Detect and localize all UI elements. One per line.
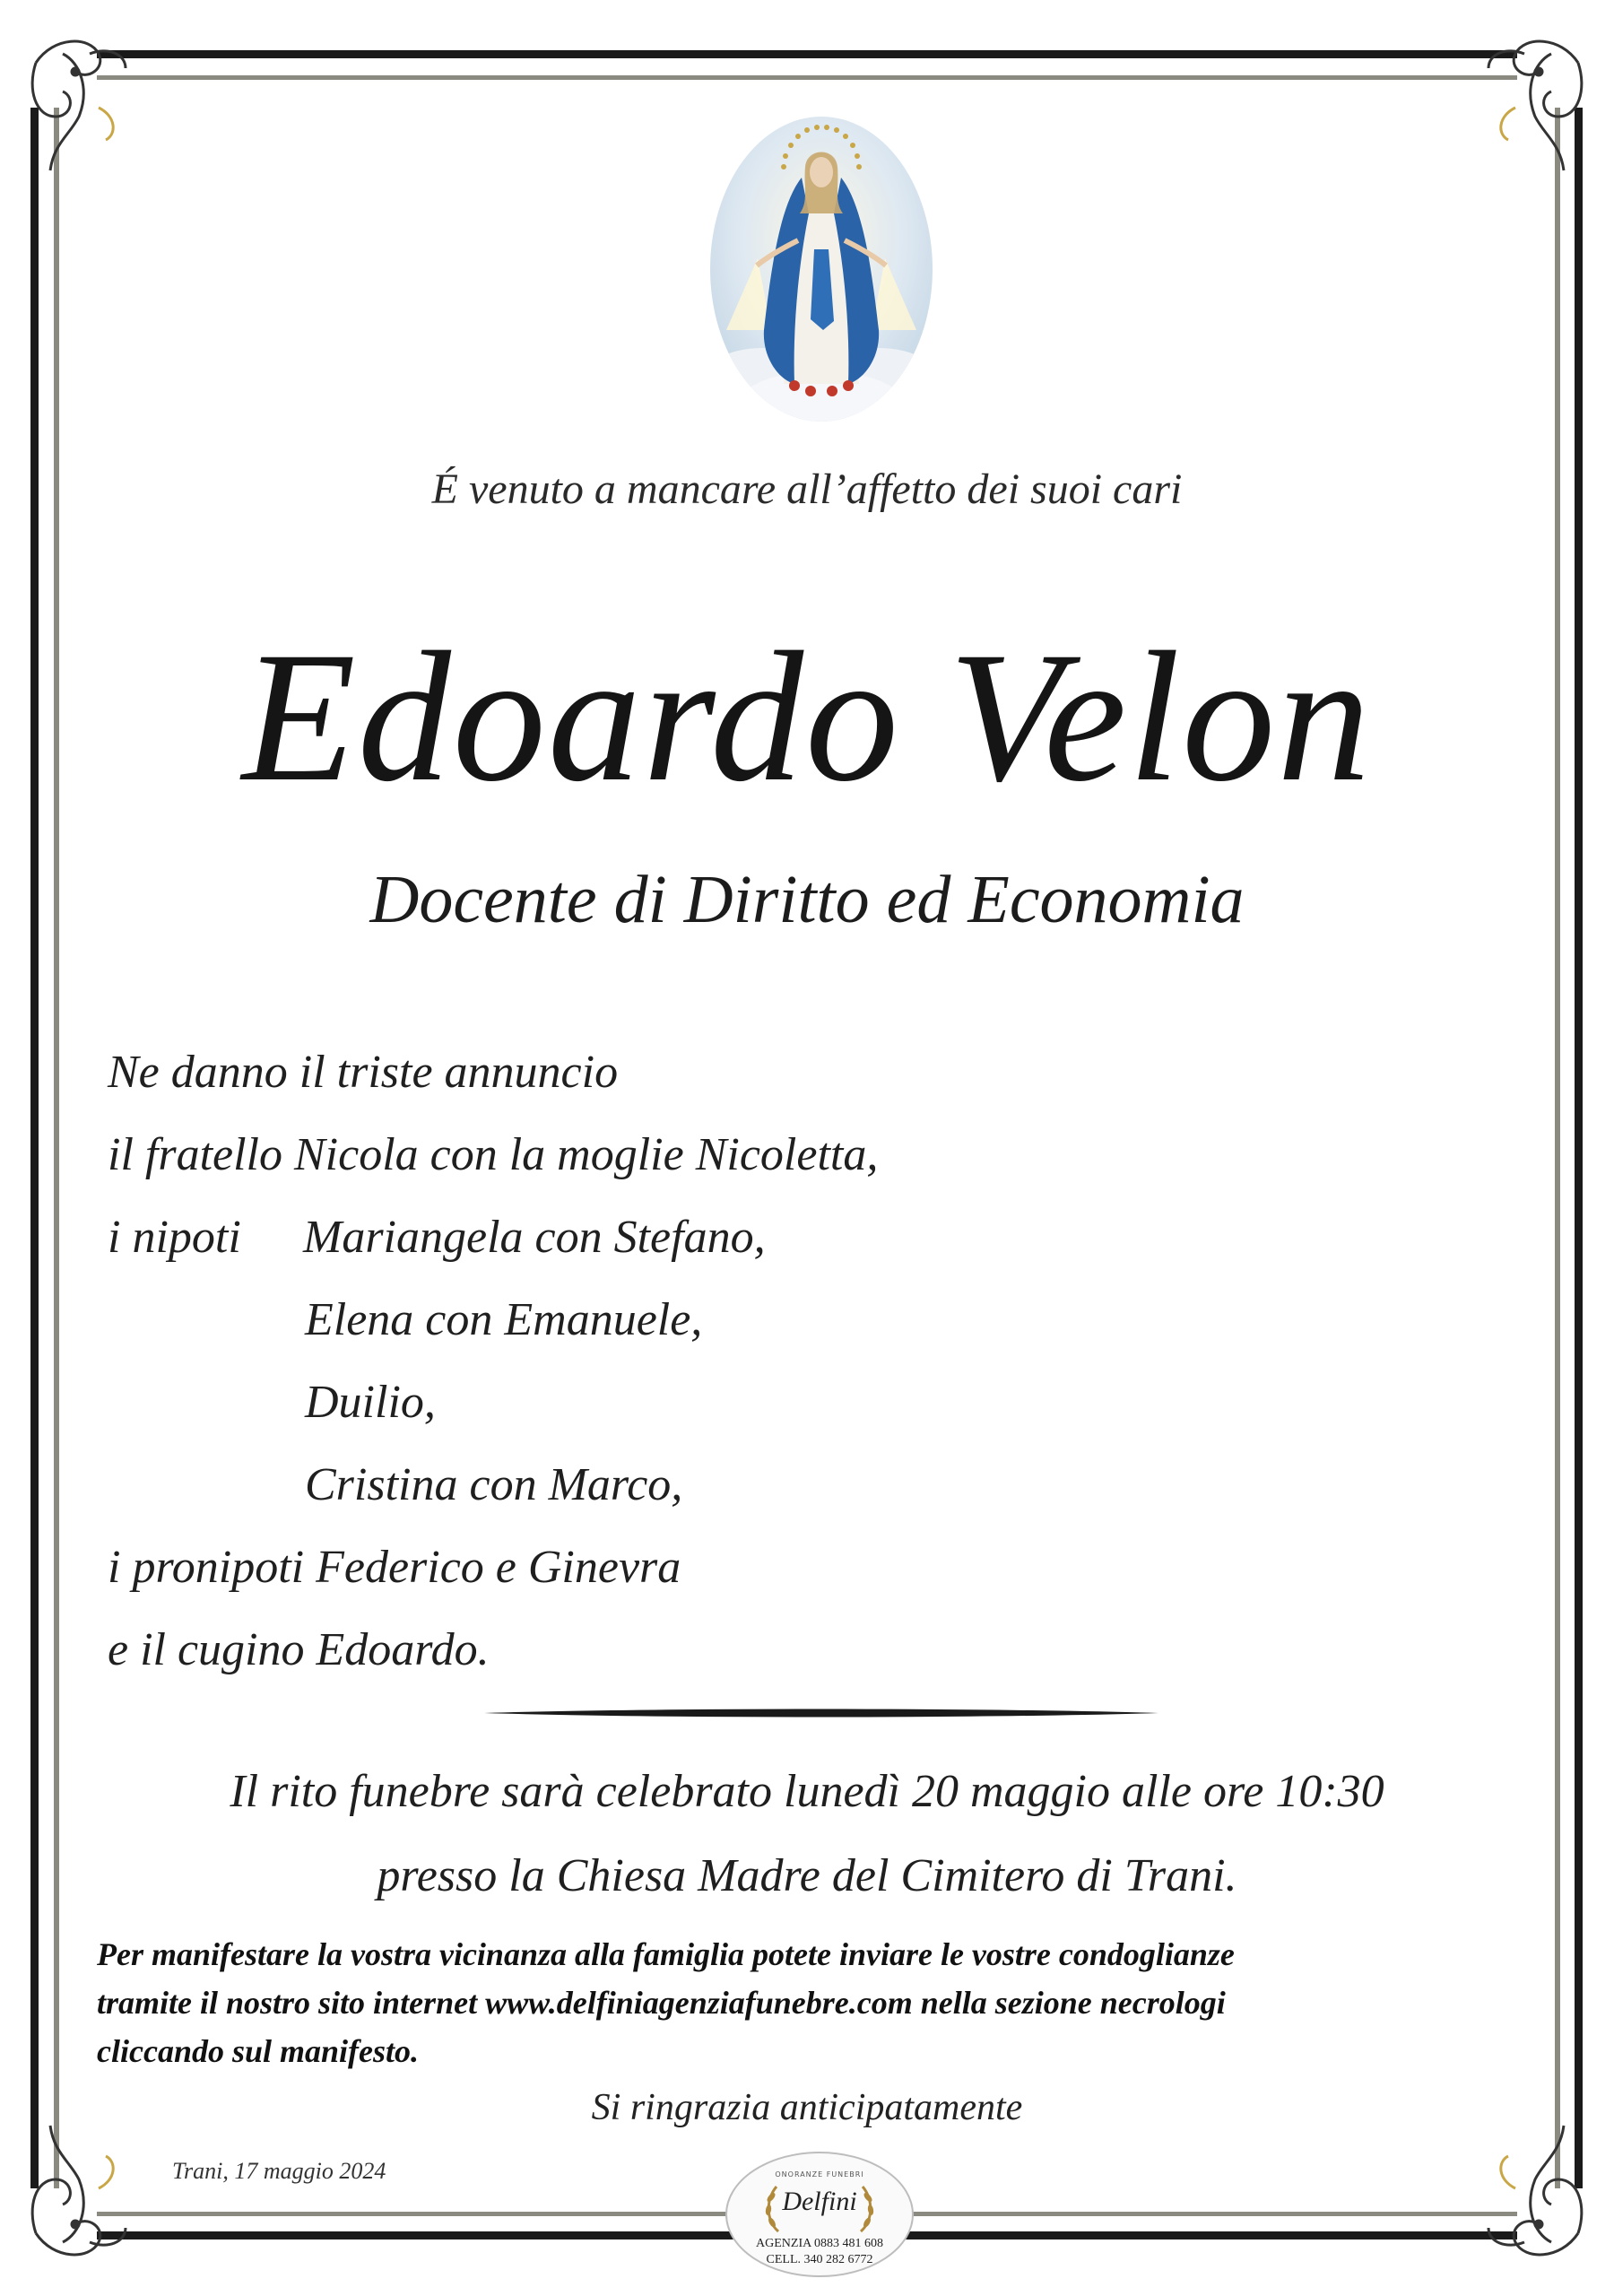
madonna-image — [708, 115, 934, 424]
pronipoti-line: i pronipoti Federico e Ginevra — [108, 1542, 681, 1593]
funeral-place: presso la Chiesa Madre del Cimitero di Trani. — [377, 1850, 1237, 1901]
agency-logo — [725, 2151, 915, 2278]
logo-cell-phone: CELL. 340 282 6772 — [766, 2253, 873, 2266]
condolence-notice: Per manifestare la vostra vicinanza alla famiglia potete inviare le vostre condoglianze — [97, 1936, 1235, 1972]
intro-text: É venuto a mancare all’affetto dei suoi cari — [431, 465, 1183, 513]
nipote-line: Elena con Emanuele, — [305, 1294, 703, 1345]
logo-brand: Delfini — [782, 2187, 857, 2216]
nipote-line: Cristina con Marco, — [305, 1459, 683, 1510]
nipote-line: Duilio, — [305, 1377, 436, 1428]
condolence-notice: cliccando sul manifesto. — [97, 2033, 419, 2069]
logo-agency-phone: AGENZIA 0883 481 608 — [756, 2237, 883, 2250]
funeral-time: Il rito funebre sarà celebrato lunedì 20 maggio alle ore 10:30 — [230, 1766, 1384, 1817]
divider-line — [484, 1704, 1158, 1722]
nipote-line: Mariangela con Stefano, — [303, 1212, 766, 1263]
corner-ornament-top-right — [1488, 41, 1582, 170]
condolence-notice: tramite il nostro sito internet www.delfiniagenziafunebre.com nella sezione necrologi — [97, 1985, 1226, 2021]
place-date: Trani, 17 maggio 2024 — [172, 2158, 386, 2184]
corner-ornament-top-left — [32, 41, 126, 170]
family-line: il fratello Nicola con la moglie Nicoletta, — [108, 1129, 879, 1180]
cugino-line: e il cugino Edoardo. — [108, 1624, 490, 1675]
thanks-text: Si ringrazia anticipatamente — [591, 2087, 1023, 2128]
nipoti-label: i nipoti — [108, 1212, 241, 1263]
logo-tagline: ONORANZE FUNEBRI — [775, 2170, 864, 2179]
deceased-role: Docente di Diritto ed Economia — [369, 862, 1245, 937]
deceased-name: Edoardo Velon — [241, 613, 1373, 820]
family-line: Ne danno il triste annuncio — [108, 1047, 619, 1098]
